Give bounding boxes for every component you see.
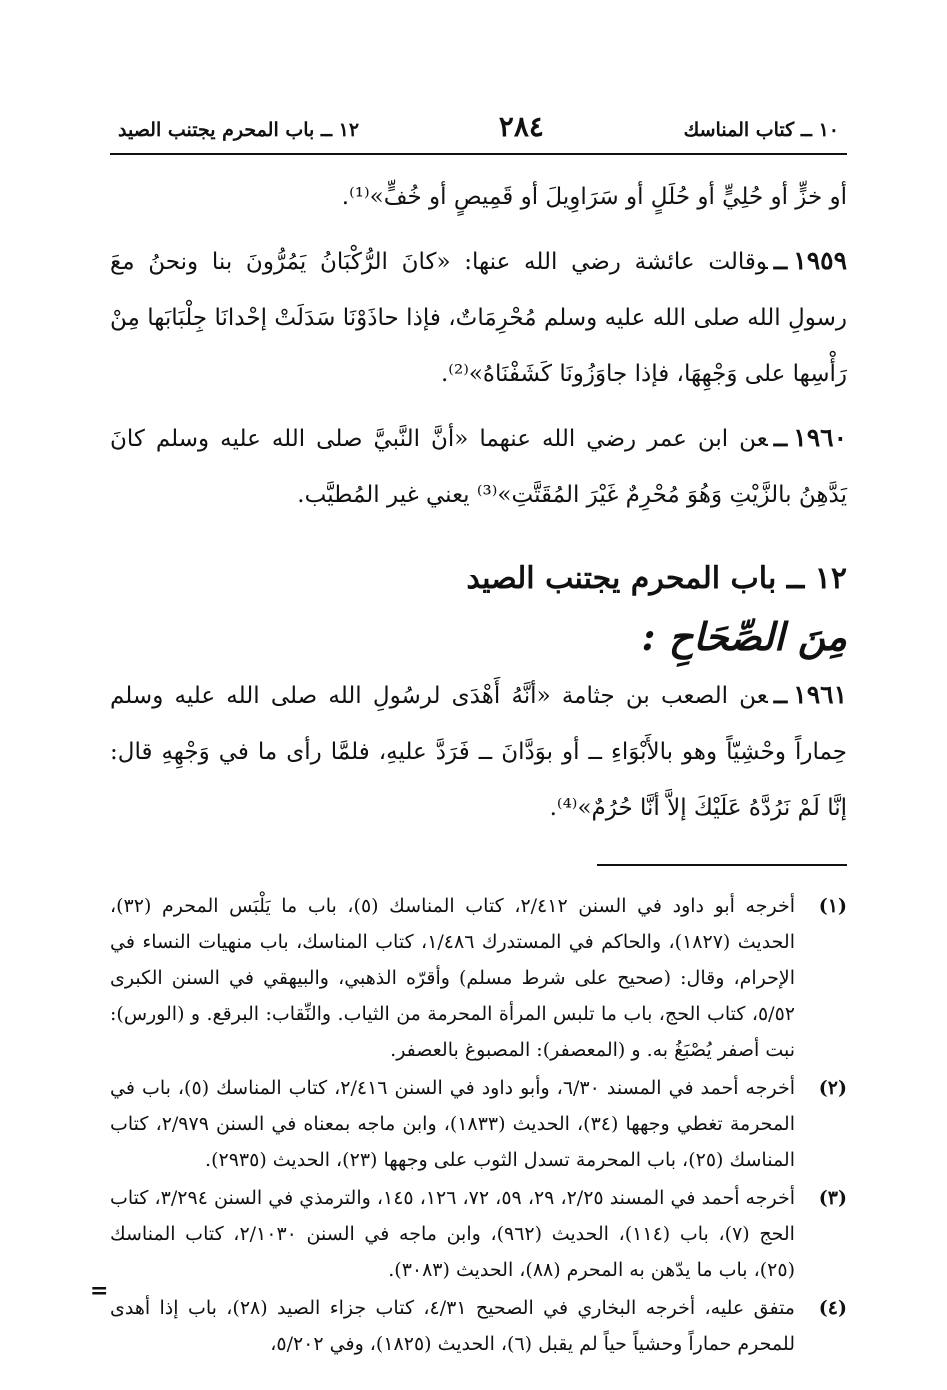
footnote (110, 1070, 847, 1178)
footnote-separator-wrap (110, 844, 847, 888)
page (110, 110, 847, 1364)
hadith-dash: ــ (773, 248, 788, 275)
footnote (110, 1180, 847, 1288)
footnote-text: أخرجه أحمد في المسند ٢/٢٥، ٢٩، ٥٩، ٧٢، ١٢٦، ١٤٥، والترمذي في السنن ٣/٢٩٤، كتاب الحج (٧)، باب (١١٤)، الحديث (٩٦٢)، وابن ماجه في السنن ٢/١٠٣٠، كتاب المناسك (٢٥)، باب ما يدّهن به المحرم (٨٨)، الحديث (٣٠٨٣). (110, 1187, 796, 1281)
footnote (110, 888, 847, 1068)
hadith-text: عن الصعب بن جثامة «أنَّهُ أَهْدَى لرسُولِ الله صلى الله عليه وسلم حِماراً وحْشِيّاً وهو بالأَبْوَاءِ ــ أو بوَدَّانَ ــ فَرَدَّ عليهِ، فلمَّا رأى ما في وَجْهِهِ قال: إنَّا لَمْ نَرُدَّهُ عَلَيْكَ إلاَّ أنَّا حُرُمٌ»⁽⁴⁾. (110, 683, 847, 821)
footnote (110, 1290, 847, 1362)
continuation-mark: = (90, 1278, 109, 1304)
hadith-text: عن ابن عمر رضي الله عنهما «أنَّ النَّبيَّ صلى الله عليه وسلم كانَ يَدَّهِنُ بالزَّيْتِ وَهُوَ مُحْرِمٌ غَيْرَ المُقَتَّتِ»⁽³⁾ يعني غير المُطيَّب. (110, 426, 847, 508)
hadith-1960 (110, 410, 847, 523)
footnote-mark: (١) (818, 895, 847, 917)
header-book-title: ١٠ ــ كتاب المناسك (683, 119, 839, 141)
footnote-mark: (٣) (818, 1187, 847, 1209)
hadith-1959 (110, 233, 847, 402)
hadith-number: ١٩٦١ (793, 680, 847, 709)
hadith-dash: ــ (773, 425, 788, 452)
section-title: ١٢ ــ باب المحرم يجتنب الصيد (466, 561, 847, 596)
main-text (110, 169, 847, 836)
subheading: مِنَ الصِّحَاحِ : (641, 614, 847, 659)
footnotes (110, 888, 847, 1362)
footnote-mark: (٢) (818, 1077, 847, 1099)
footnote-separator (597, 864, 847, 866)
opening-line: أو خزٍّ أو حُلِيٍّ أو حُلَلٍ أو سَرَاوِيلَ أو قَمِيصٍ أو خُفٍّ»⁽¹⁾. (341, 184, 847, 210)
footnote-text: أخرجه أحمد في المسند ٦/٣٠، وأبو داود في السنن ٢/٤١٦، كتاب المناسك (٥)، باب في المحرمة تغطي وجهها (٣٤)، الحديث (١٨٣٣)، وابن ماجه بمعناه في السنن ٢/٩٧٩، كتاب المناسك (٢٥)، باب المحرمة تسدل الثوب على وجهها (٢٣)، الحديث (٢٩٣٥). (110, 1077, 795, 1171)
hadith-1961 (110, 667, 847, 836)
footnote-mark: (٤) (818, 1297, 847, 1319)
hadith-text: وقالت عائشة رضي الله عنها: «كانَ الرُّكْبَانُ يَمُرُّونَ بنا ونحنُ معَ رسولِ الله صلى الله عليه وسلم مُحْرِمَاتٌ، فإذا حاذَوْنَا سَدَلَتْ إحْدانَا جِلْبَابَها مِنْ رَأْسِها على وَجْهِهَا، فإذا جاوَزُونَا كَشَفْنَاهُ»⁽²⁾. (110, 249, 847, 387)
footnote-text: أخرجه أبو داود في السنن ٢/٤١٢، كتاب المناسك (٥)، باب ما يَلْبَس المحرم (٣٢)، الحديث (١٨٢٧)، والحاكم في المستدرك ١/٤٨٦، كتاب المناسك، باب منهيات النساء في الإحرام، وقال: (صحيح على شرط مسلم) وأقرّه الذهبي، والبيهقي في السنن الكبرى ٥/٥٢، كتاب الحج، باب ما تلبس المرأة المحرمة من الثياب. والنِّقاب: البرقع. و (الورس): نبت أصفر يُصْبَغُ به. و (المعصفر): المصبوغ بالعصفر. (110, 895, 796, 1061)
hadith-number: ١٩٥٩ (793, 246, 847, 275)
hadith-dash: ــ (773, 682, 788, 709)
page-number: ٢٨٤ (498, 110, 544, 143)
footnote-text: متفق عليه، أخرجه البخاري في الصحيح ٤/٣١، كتاب جزاء الصيد (٢٨)، باب إذا أهدى للمحرم حماراً وحشياً حياً لم يقبل (٦)، الحديث (١٨٢٥)، وفي ٥/٢٠٢، (110, 1297, 795, 1355)
running-header (110, 110, 847, 155)
hadith-number: ١٩٦٠ (793, 423, 847, 452)
header-chapter-title: ١٢ ــ باب المحرم يجتنب الصيد (118, 119, 360, 141)
